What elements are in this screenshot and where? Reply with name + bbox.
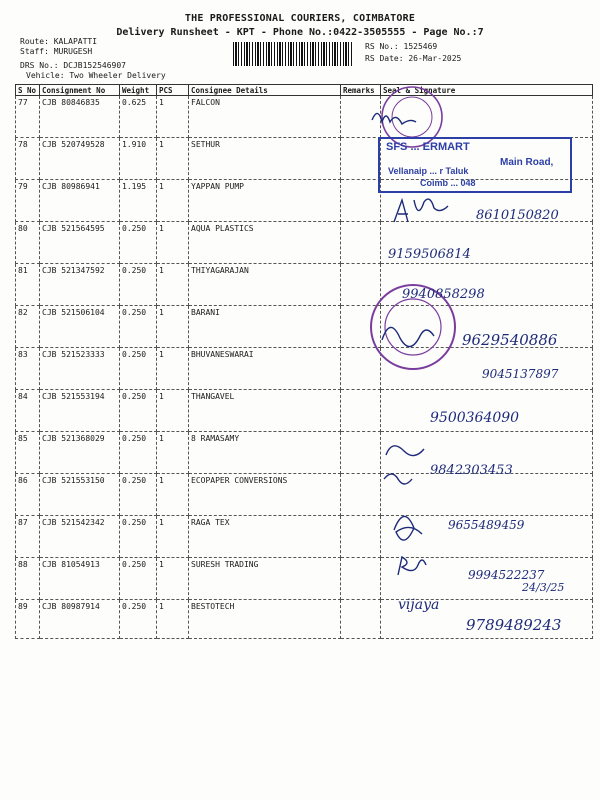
consignment-cell: CJB 520749528 bbox=[40, 138, 120, 180]
stamp-line-1: SFS ... ERMART bbox=[386, 141, 470, 153]
pcs-cell: 1 bbox=[157, 96, 189, 138]
weight-cell: 0.250 bbox=[120, 432, 157, 474]
signature-scribble-88 bbox=[398, 557, 426, 575]
signature-scribble-77 bbox=[372, 113, 416, 124]
consignee-cell: SETHUR bbox=[189, 138, 341, 180]
weight-cell: 0.250 bbox=[120, 558, 157, 600]
consignee-cell: SURESH TRADING bbox=[189, 558, 341, 600]
stamp-line-2: Main Road, bbox=[500, 157, 554, 168]
consignment-cell: CJB 80846835 bbox=[40, 96, 120, 138]
handwritten-phone-80: 8610150820 bbox=[476, 208, 559, 223]
document-title: THE PROFESSIONAL COURIERS, COIMBATORE bbox=[184, 13, 416, 24]
consignee-cell: ECOPAPER CONVERSIONS bbox=[189, 474, 341, 516]
handwritten-phone-84: 9045137897 bbox=[482, 367, 559, 381]
sno-cell: 85 bbox=[16, 432, 40, 474]
rs-number: RS No.: 1525469 bbox=[365, 42, 438, 51]
handwritten-phone-86: 9842303453 bbox=[430, 463, 513, 478]
consignment-cell: CJB 521542342 bbox=[40, 516, 120, 558]
consignment-cell: CJB 521347592 bbox=[40, 264, 120, 306]
sno-cell: 78 bbox=[16, 138, 40, 180]
consignee-cell: BESTOTECH bbox=[189, 600, 341, 639]
sno-cell: 80 bbox=[16, 222, 40, 264]
consignment-cell: CJB 81054913 bbox=[40, 558, 120, 600]
handwritten-phone-83: 9629540886 bbox=[462, 331, 558, 349]
consignment-cell: CJB 521564595 bbox=[40, 222, 120, 264]
handwritten-phone-87: 9655489459 bbox=[448, 518, 525, 532]
pcs-cell: 1 bbox=[157, 222, 189, 264]
document-subtitle: Delivery Runsheet - KPT - Phone No.:0422-3505555 - Page No.:7 bbox=[116, 27, 484, 38]
column-header: Seal & Signature bbox=[381, 85, 593, 96]
consignment-cell: CJB 521553194 bbox=[40, 390, 120, 432]
vehicle-label: Vehicle: Two Wheeler Delivery bbox=[26, 71, 166, 80]
pcs-cell: 1 bbox=[157, 180, 189, 222]
pcs-cell: 1 bbox=[157, 306, 189, 348]
pcs-cell: 1 bbox=[157, 558, 189, 600]
handwritten-phone-81: 9159506814 bbox=[388, 247, 471, 262]
pcs-cell: 1 bbox=[157, 600, 189, 639]
handwritten-date-88: 24/3/25 bbox=[522, 581, 565, 594]
consignee-cell: AQUA PLASTICS bbox=[189, 222, 341, 264]
sno-cell: 77 bbox=[16, 96, 40, 138]
column-header: PCS bbox=[157, 85, 189, 96]
consignment-cell: CJB 80986941 bbox=[40, 180, 120, 222]
handwritten-name-89: vijaya bbox=[398, 597, 440, 613]
consignee-cell: THIYAGARAJAN bbox=[189, 264, 341, 306]
pcs-cell: 1 bbox=[157, 348, 189, 390]
company-stamp bbox=[378, 137, 572, 193]
column-header: Remarks bbox=[341, 85, 381, 96]
weight-cell: 0.250 bbox=[120, 600, 157, 639]
signature-scribble-86 bbox=[384, 446, 424, 484]
signature-scribble-80 bbox=[394, 199, 448, 222]
consignment-cell: CJB 521553150 bbox=[40, 474, 120, 516]
consignee-cell: FALCON bbox=[189, 96, 341, 138]
pcs-cell: 1 bbox=[157, 138, 189, 180]
sno-cell: 84 bbox=[16, 390, 40, 432]
consignment-cell: CJB 521506104 bbox=[40, 306, 120, 348]
consignment-cell: CJB 521368029 bbox=[40, 432, 120, 474]
handwritten-phone-82: 9940858298 bbox=[402, 287, 485, 302]
pcs-cell: 1 bbox=[157, 432, 189, 474]
sno-cell: 79 bbox=[16, 180, 40, 222]
weight-cell: 0.250 bbox=[120, 264, 157, 306]
handwritten-phone-89: 9789489243 bbox=[466, 616, 562, 634]
sno-cell: 82 bbox=[16, 306, 40, 348]
rs-date: RS Date: 26-Mar-2025 bbox=[365, 54, 462, 63]
stamp-line-3: Vellanaip ... r Taluk bbox=[388, 166, 469, 176]
weight-cell: 0.250 bbox=[120, 306, 157, 348]
sno-cell: 87 bbox=[16, 516, 40, 558]
weight-cell: 1.910 bbox=[120, 138, 157, 180]
sno-cell: 86 bbox=[16, 474, 40, 516]
consignee-cell: BHUVANESWARAI bbox=[189, 348, 341, 390]
staff-label: Staff: MURUGESH bbox=[20, 47, 93, 56]
weight-cell: 0.250 bbox=[120, 474, 157, 516]
consignee-cell: BARANI bbox=[189, 306, 341, 348]
drs-number: DRS No.: DCJB152546907 bbox=[20, 61, 126, 70]
stamp-line-4: Coimb ... 048 bbox=[420, 178, 476, 188]
pcs-cell: 1 bbox=[157, 390, 189, 432]
column-header: S No bbox=[16, 85, 40, 96]
sno-cell: 88 bbox=[16, 558, 40, 600]
consignee-cell: 8 RAMASAMY bbox=[189, 432, 341, 474]
consignment-cell: CJB 521523333 bbox=[40, 348, 120, 390]
weight-cell: 0.625 bbox=[120, 96, 157, 138]
pcs-cell: 1 bbox=[157, 474, 189, 516]
consignee-cell: THANGAVEL bbox=[189, 390, 341, 432]
sno-cell: 81 bbox=[16, 264, 40, 306]
column-header: Consignee Details bbox=[189, 85, 341, 96]
weight-cell: 0.250 bbox=[120, 222, 157, 264]
weight-cell: 0.250 bbox=[120, 348, 157, 390]
consignee-cell: YAPPAN PUMP bbox=[189, 180, 341, 222]
column-header: Weight bbox=[120, 85, 157, 96]
pcs-cell: 1 bbox=[157, 516, 189, 558]
handwritten-phone-88: 9994522237 bbox=[468, 568, 545, 582]
column-header: Consignment No bbox=[40, 85, 120, 96]
sno-cell: 89 bbox=[16, 600, 40, 639]
route-label: Route: KALAPATTI bbox=[20, 37, 98, 46]
pcs-cell: 1 bbox=[157, 264, 189, 306]
handwritten-phone-85: 9500364090 bbox=[430, 410, 520, 426]
consignee-cell: RAGA TEX bbox=[189, 516, 341, 558]
consignment-cell: CJB 80987914 bbox=[40, 600, 120, 639]
signature-scribble-87 bbox=[394, 516, 422, 540]
weight-cell: 0.250 bbox=[120, 516, 157, 558]
sno-cell: 83 bbox=[16, 348, 40, 390]
weight-cell: 0.250 bbox=[120, 390, 157, 432]
weight-cell: 1.195 bbox=[120, 180, 157, 222]
